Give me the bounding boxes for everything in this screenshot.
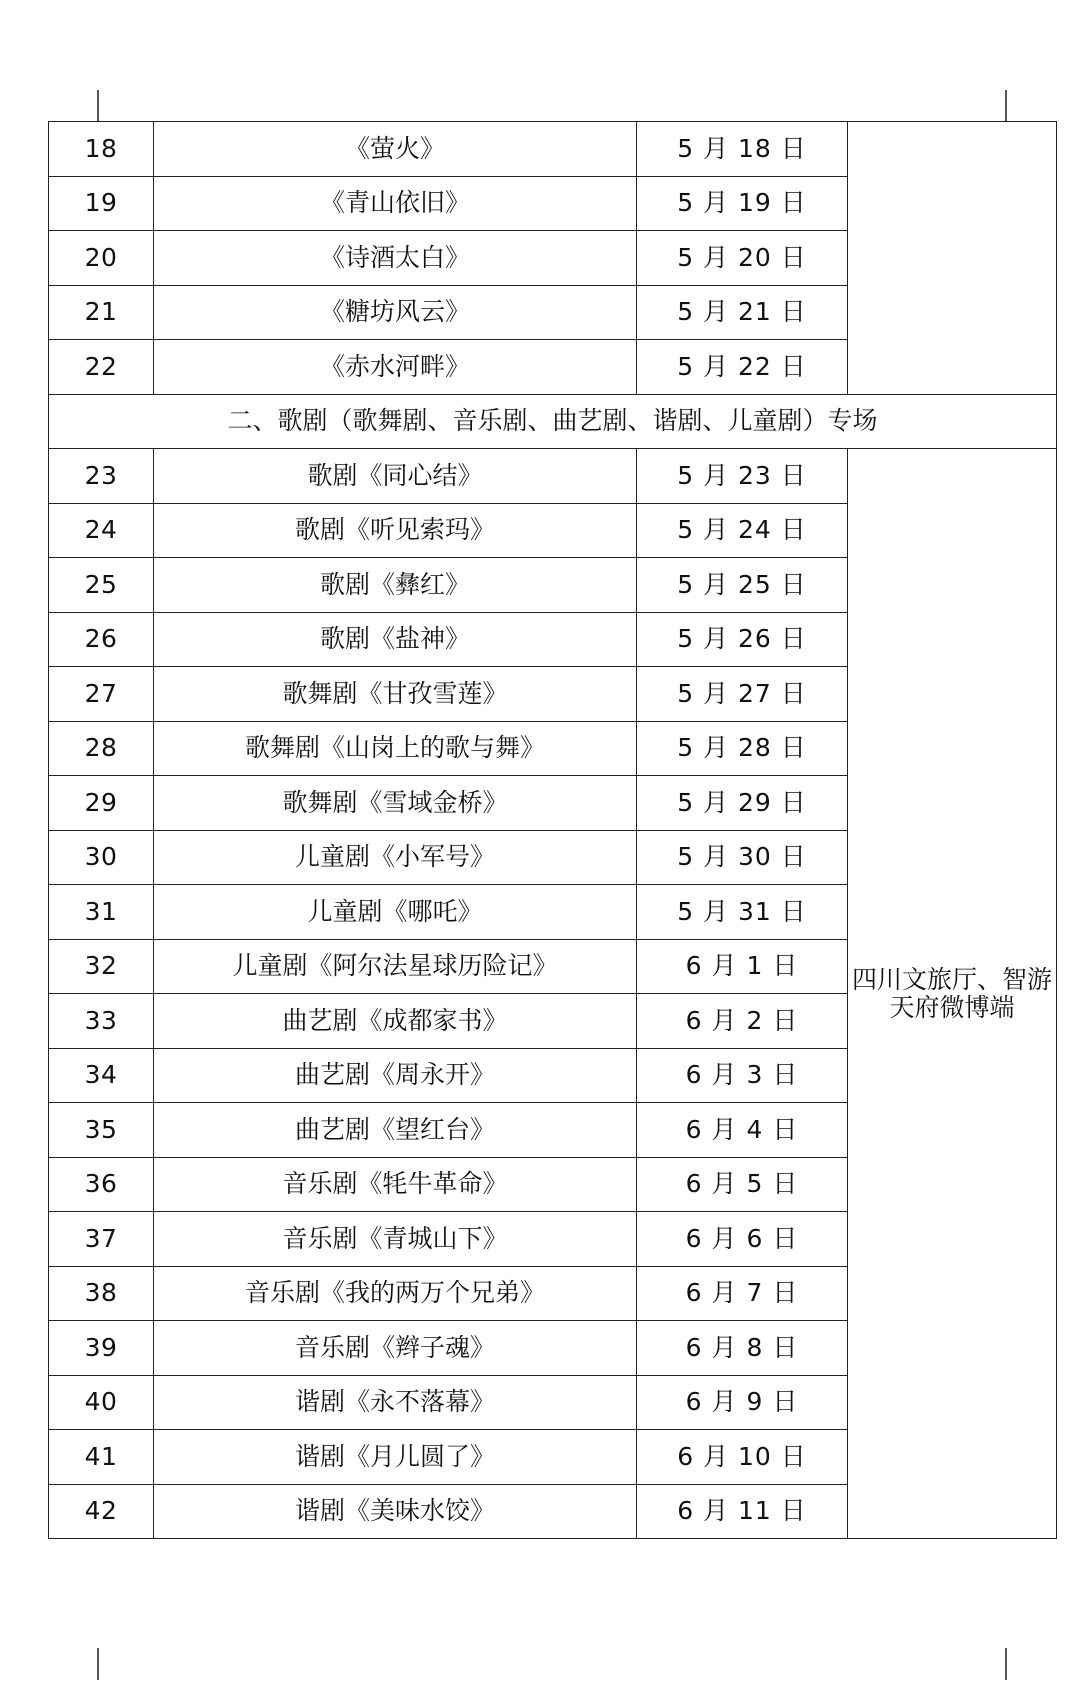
row-number: 27 [49, 667, 154, 722]
broadcast-date: 5 月 28 日 [637, 721, 848, 776]
broadcast-date: 5 月 25 日 [637, 558, 848, 613]
program-title: 音乐剧《我的两万个兄弟》 [154, 1266, 637, 1321]
broadcast-date: 6 月 11 日 [637, 1484, 848, 1539]
crop-mark [97, 90, 99, 122]
broadcast-date: 6 月 4 日 [637, 1103, 848, 1158]
crop-mark [1005, 90, 1007, 122]
program-title: 谐剧《月儿圆了》 [154, 1430, 637, 1485]
broadcast-date: 6 月 1 日 [637, 939, 848, 994]
row-number: 33 [49, 994, 154, 1049]
broadcast-date: 5 月 27 日 [637, 667, 848, 722]
broadcast-date: 5 月 26 日 [637, 612, 848, 667]
broadcast-date: 5 月 22 日 [637, 340, 848, 395]
program-title: 儿童剧《阿尔法星球历险记》 [154, 939, 637, 994]
section-header-row [49, 394, 1057, 449]
broadcast-date: 6 月 3 日 [637, 1048, 848, 1103]
program-title: 谐剧《永不落幕》 [154, 1375, 637, 1430]
row-number: 34 [49, 1048, 154, 1103]
program-title: 儿童剧《哪吒》 [154, 885, 637, 940]
program-title: 歌剧《盐神》 [154, 612, 637, 667]
broadcast-date: 5 月 21 日 [637, 285, 848, 340]
broadcast-date: 6 月 10 日 [637, 1430, 848, 1485]
broadcast-date: 6 月 7 日 [637, 1266, 848, 1321]
row-number: 30 [49, 830, 154, 885]
table-row [49, 449, 1057, 504]
row-number: 36 [49, 1157, 154, 1212]
program-title: 歌剧《同心结》 [154, 449, 637, 504]
broadcast-date: 5 月 30 日 [637, 830, 848, 885]
row-number: 25 [49, 558, 154, 613]
program-title: 歌舞剧《雪域金桥》 [154, 776, 637, 831]
program-title: 音乐剧《牦牛革命》 [154, 1157, 637, 1212]
row-number: 19 [49, 176, 154, 231]
broadcast-date: 6 月 9 日 [637, 1375, 848, 1430]
program-title: 歌剧《听见索玛》 [154, 503, 637, 558]
row-number: 18 [49, 122, 154, 177]
row-number: 29 [49, 776, 154, 831]
platform-cell-empty [848, 122, 1057, 395]
row-number: 21 [49, 285, 154, 340]
program-title: 曲艺剧《望红台》 [154, 1103, 637, 1158]
row-number: 32 [49, 939, 154, 994]
crop-mark [1005, 1648, 1007, 1680]
row-number: 20 [49, 231, 154, 286]
program-title: 《诗酒太白》 [154, 231, 637, 286]
broadcast-date: 6 月 8 日 [637, 1321, 848, 1376]
broadcast-date: 5 月 18 日 [637, 122, 848, 177]
program-title: 歌舞剧《甘孜雪莲》 [154, 667, 637, 722]
broadcast-date: 6 月 6 日 [637, 1212, 848, 1267]
program-title: 《糖坊风云》 [154, 285, 637, 340]
row-number: 42 [49, 1484, 154, 1539]
platform-cell: 四川文旅厅、智游天府微博端 [848, 449, 1057, 1539]
broadcast-date: 5 月 24 日 [637, 503, 848, 558]
program-title: 曲艺剧《成都家书》 [154, 994, 637, 1049]
broadcast-date: 5 月 29 日 [637, 776, 848, 831]
broadcast-date: 5 月 20 日 [637, 231, 848, 286]
row-number: 41 [49, 1430, 154, 1485]
program-title: 谐剧《美味水饺》 [154, 1484, 637, 1539]
program-title: 音乐剧《辫子魂》 [154, 1321, 637, 1376]
row-number: 37 [49, 1212, 154, 1267]
program-title: 歌剧《彝红》 [154, 558, 637, 613]
program-title: 《青山依旧》 [154, 176, 637, 231]
program-title: 《萤火》 [154, 122, 637, 177]
row-number: 22 [49, 340, 154, 395]
row-number: 35 [49, 1103, 154, 1158]
row-number: 24 [49, 503, 154, 558]
broadcast-date: 5 月 23 日 [637, 449, 848, 504]
schedule-table [48, 121, 1057, 1539]
section-title: 二、歌剧（歌舞剧、音乐剧、曲艺剧、谐剧、儿童剧）专场 [49, 394, 1057, 449]
row-number: 39 [49, 1321, 154, 1376]
broadcast-date: 6 月 5 日 [637, 1157, 848, 1212]
table-row [49, 122, 1057, 177]
row-number: 38 [49, 1266, 154, 1321]
row-number: 31 [49, 885, 154, 940]
broadcast-date: 5 月 31 日 [637, 885, 848, 940]
row-number: 40 [49, 1375, 154, 1430]
program-title: 音乐剧《青城山下》 [154, 1212, 637, 1267]
program-title: 歌舞剧《山岗上的歌与舞》 [154, 721, 637, 776]
program-title: 《赤水河畔》 [154, 340, 637, 395]
crop-mark [97, 1648, 99, 1680]
broadcast-date: 5 月 19 日 [637, 176, 848, 231]
row-number: 28 [49, 721, 154, 776]
program-title: 曲艺剧《周永开》 [154, 1048, 637, 1103]
row-number: 23 [49, 449, 154, 504]
program-title: 儿童剧《小军号》 [154, 830, 637, 885]
row-number: 26 [49, 612, 154, 667]
broadcast-date: 6 月 2 日 [637, 994, 848, 1049]
